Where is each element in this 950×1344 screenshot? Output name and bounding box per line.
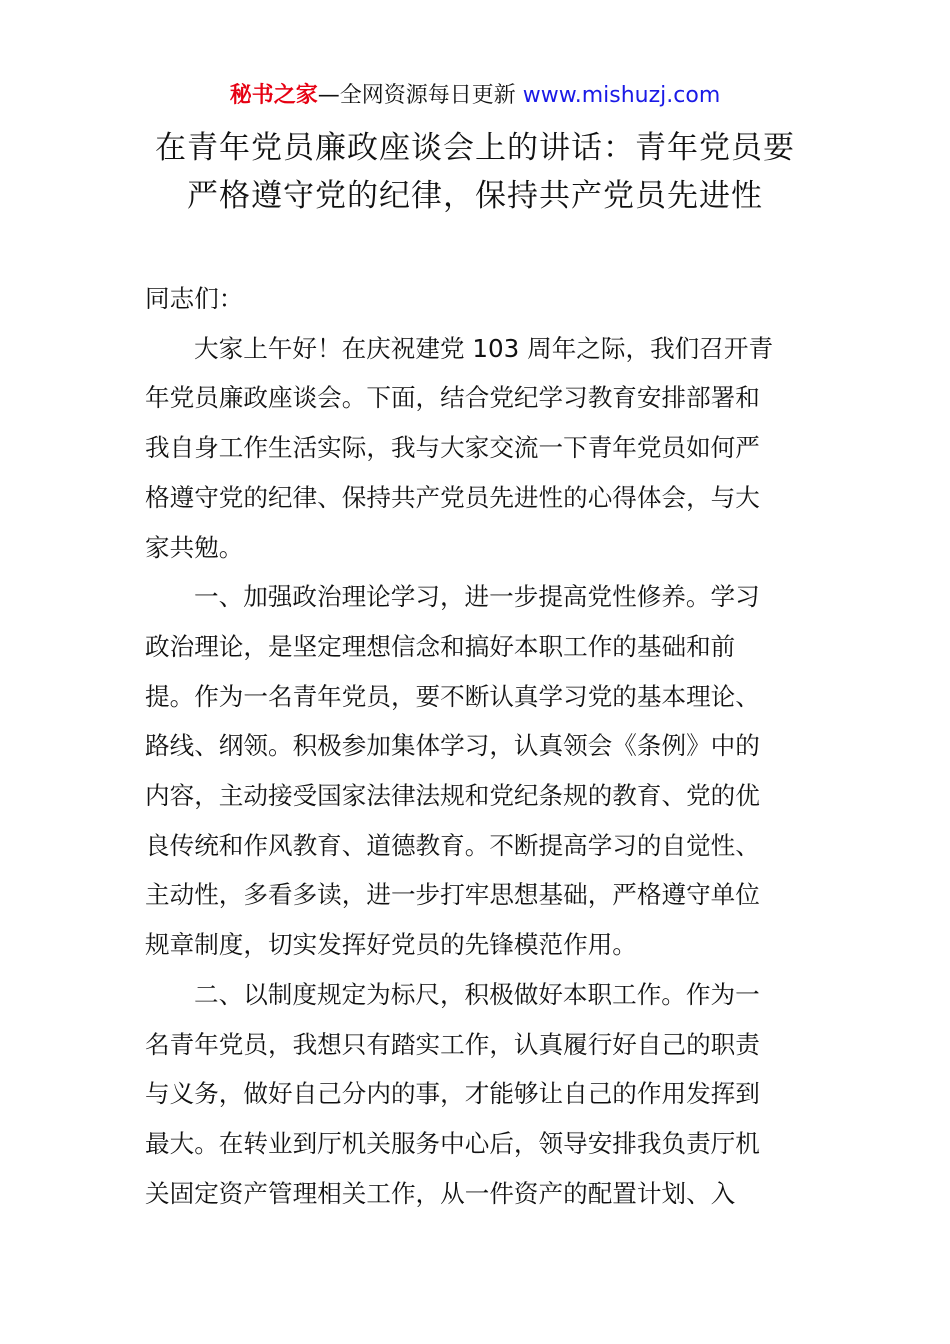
text-line: 大家上午好！在庆祝建党 103 周年之际，我们召开青 [194, 333, 774, 363]
text-line: 与义务，做好自己分内的事，才能够让自己的作用发挥到 [145, 1079, 760, 1109]
text-line: 年党员廉政座谈会。下面，结合党纪学习教育安排部署和 [145, 383, 760, 413]
text-line: 我自身工作生活实际，我与大家交流一下青年党员如何严 [145, 433, 760, 463]
site-header [0, 80, 950, 112]
text-line: 一、加强政治理论学习，进一步提高党性修养。学习 [194, 582, 760, 612]
paragraph-section-2 [145, 970, 810, 1219]
title-line-1: 在青年党员廉政座谈会上的讲话：青年党员要 [155, 130, 795, 166]
text-line: 关固定资产管理相关工作，从一件资产的配置计划、入 [145, 1178, 736, 1208]
salutation: 同志们： [145, 284, 244, 313]
paragraph-opening [145, 324, 810, 573]
text-line: 格遵守党的纪律、保持共产党员先进性的心得体会，与大 [145, 482, 760, 512]
text-line: 政治理论，是坚定理想信念和搞好本职工作的基础和前 [145, 631, 736, 661]
header-slogan: —全网资源每日更新 [317, 83, 516, 108]
text-line: 规章制度，切实发挥好党员的先锋模范作用。 [145, 930, 637, 960]
text-line: 名青年党员，我想只有踏实工作，认真履行好自己的职责 [145, 1029, 760, 1059]
document-body [145, 274, 810, 1218]
paragraph-section-1 [145, 572, 810, 970]
text-line: 路线、纲领。积极参加集体学习，认真领会《条例》中的 [145, 731, 760, 761]
text-line: 良传统和作风教育、道德教育。不断提高学习的自觉性、 [145, 830, 760, 860]
text-line: 二、以制度规定为标尺，积极做好本职工作。作为一 [194, 979, 760, 1009]
text-line: 主动性，多看多读，进一步打牢思想基础，严格遵守单位 [145, 880, 760, 910]
site-url-link[interactable]: www.mishuzj.com [522, 83, 721, 108]
text-line: 提。作为一名青年党员，要不断认真学习党的基本理论、 [145, 681, 760, 711]
text-line: 最大。在转业到厅机关服务中心后，领导安排我负责厅机 [145, 1128, 760, 1158]
title-line-2: 严格遵守党的纪律，保持共产党员先进性 [187, 178, 763, 214]
document-title [100, 124, 850, 220]
text-line: 家共勉。 [145, 532, 244, 562]
brand-name: 秘书之家 [229, 83, 318, 108]
text-line: 内容，主动接受国家法律法规和党纪条规的教育、党的优 [145, 781, 760, 811]
